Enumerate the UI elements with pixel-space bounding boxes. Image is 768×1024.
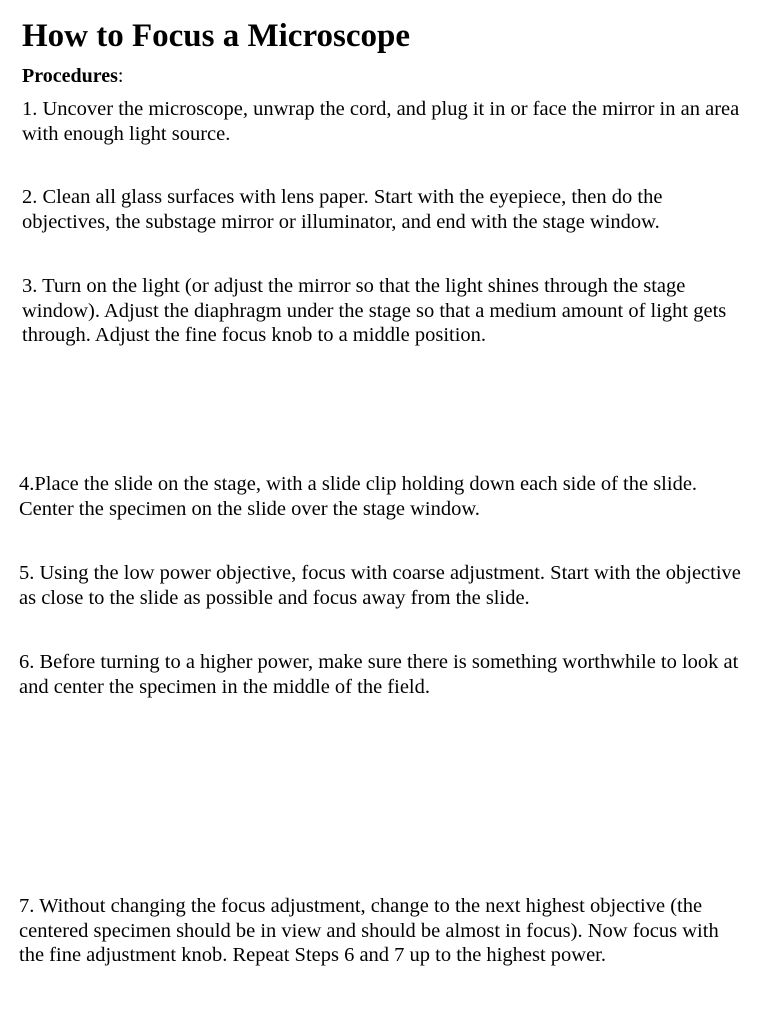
page-title: How to Focus a Microscope bbox=[22, 18, 410, 54]
step-4: 4.Place the slide on the stage, with a slide clip holding down each side of the slide. Center the specimen on the slide over the stage window. bbox=[19, 473, 698, 520]
step-3: 3. Turn on the light (or adjust the mirror so that the light shines through the stage window). Adjust the diaphragm under the stage so that a medium amount of light gets through. Adjust the fine focus knob to a middle position. bbox=[22, 275, 727, 346]
procedures-colon: : bbox=[117, 65, 124, 87]
step-1: 1. Uncover the microscope, unwrap the cord, and plug it in or face the mirror in an area with enough light source. bbox=[22, 98, 740, 145]
step-5: 5. Using the low power objective, focus with coarse adjustment. Start with the objective as close to the slide as possible and focus away from the slide. bbox=[19, 562, 741, 609]
step-7: 7. Without changing the focus adjustment, change to the next highest objective (the centered specimen should be in view and should be almost in focus). Now focus with the fine adjustment knob. Repeat Steps 6 and 7 up to the highest power. bbox=[19, 895, 719, 966]
procedures-heading bbox=[22, 64, 123, 88]
procedures-label: Procedures bbox=[22, 65, 118, 87]
step-2: 2. Clean all glass surfaces with lens paper. Start with the eyepiece, then do the objectives, the substage mirror or illuminator, and end with the stage window. bbox=[22, 186, 663, 233]
step-6: 6. Before turning to a higher power, make sure there is something worthwhile to look at and center the specimen in the middle of the field. bbox=[19, 651, 739, 698]
